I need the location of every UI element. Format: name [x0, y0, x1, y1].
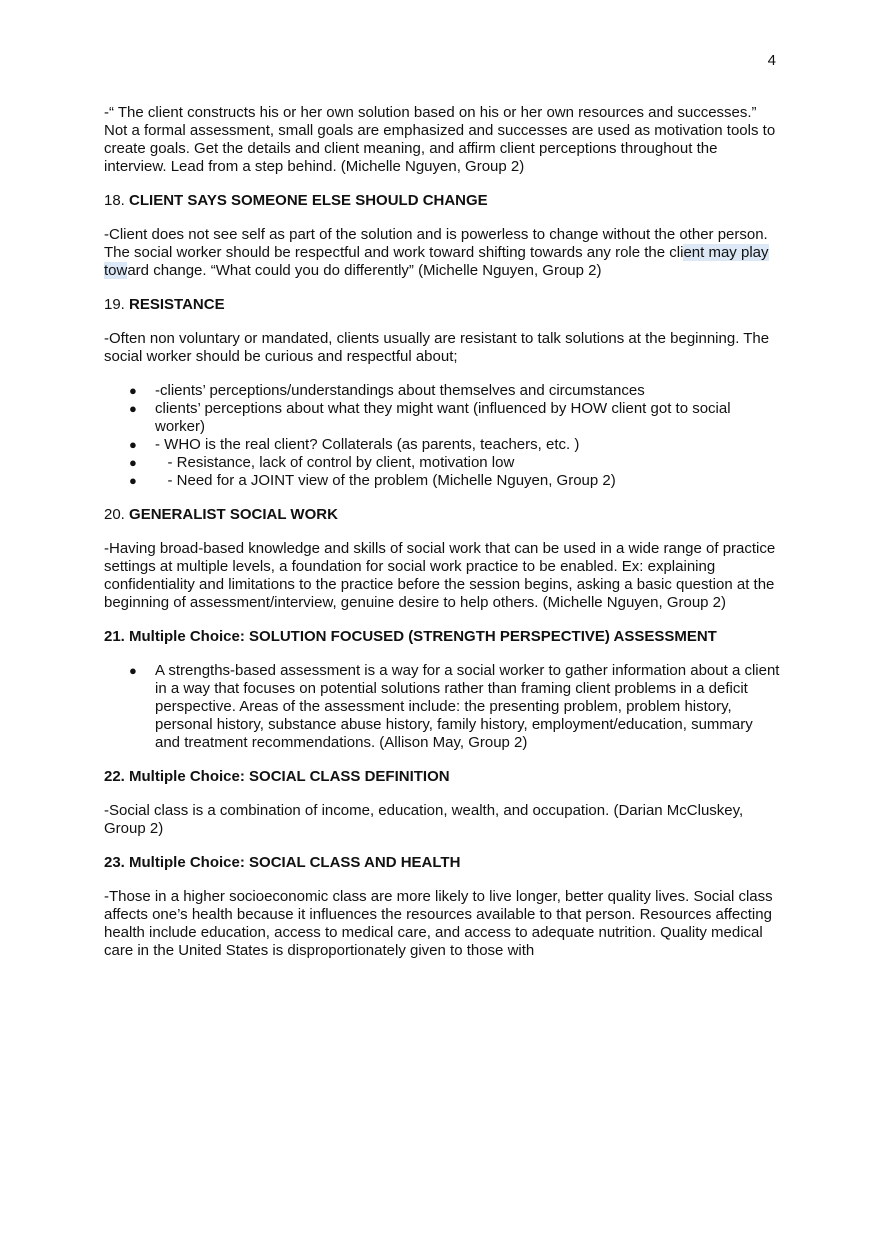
- list-item-text: clients’ perceptions about what they might want (influenced by HOW client got to social worker): [155, 400, 731, 435]
- section-21-heading: 21. Multiple Choice: SOLUTION FOCUSED (STRENGTH PERSPECTIVE) ASSESSMENT: [104, 628, 717, 645]
- section-18-heading: [104, 192, 780, 210]
- section-18-title: CLIENT SAYS SOMEONE ELSE SHOULD CHANGE: [129, 192, 488, 209]
- list-item: [104, 400, 780, 436]
- section-18-text-after: ard change. “What could you do differently” (Michelle Nguyen, Group 2): [127, 262, 602, 279]
- list-item: [104, 436, 780, 454]
- list-item-text: - Need for a JOINT view of the problem (Michelle Nguyen, Group 2): [155, 472, 616, 489]
- bullet-dot-icon: ●: [129, 383, 137, 398]
- bullet-dot-icon: ●: [129, 473, 137, 488]
- list-item-text: -clients’ perceptions/understandings about themselves and circumstances: [155, 382, 645, 399]
- section-20-paragraph: -Having broad-based knowledge and skills of social work that can be used in a wide range of practice settings at multiple levels, a foundation for social work practice to be enabled. Ex: explaining confidentiality and limitations to the practice before the session begins, asking a basic question at the beginning of assessment/interview, genuine desire to help others. (Michelle Nguyen, Group 2): [104, 540, 776, 611]
- list-item: [104, 662, 780, 752]
- list-item-text: - Resistance, lack of control by client, motivation low: [155, 454, 515, 471]
- section-22-heading: 22. Multiple Choice: SOCIAL CLASS DEFINITION: [104, 768, 450, 785]
- section-22-paragraph: -Social class is a combination of income, education, wealth, and occupation. (Darian McCluskey, Group 2): [104, 802, 744, 837]
- intro-paragraph: -“ The client constructs his or her own solution based on his or her own resources and successes.” Not a formal assessment, small goals are emphasized and successes are used as motivation tools to create goals. Get the details and client meaning, and affirm client perceptions throughout the interview. Lead from a step behind. (Michelle Nguyen, Group 2): [104, 104, 776, 175]
- list-item: [104, 382, 780, 400]
- section-18-number: 18.: [104, 192, 130, 209]
- section-19-heading: [104, 296, 780, 314]
- bullet-dot-icon: ●: [129, 455, 137, 470]
- list-item-text: - WHO is the real client? Collaterals (as parents, teachers, etc. ): [155, 436, 580, 453]
- list-item: [104, 454, 780, 472]
- section-20-title: GENERALIST SOCIAL WORK: [129, 506, 338, 523]
- page-number: 4: [767, 52, 776, 69]
- section-19-number: 19.: [104, 296, 130, 313]
- bullet-dot-icon: ●: [129, 437, 137, 452]
- list-item: [104, 472, 780, 490]
- list-item-text: A strengths-based assessment is a way for a social worker to gather information about a client in a way that focuses on potential solutions rather than framing client problems in a deficit perspective. Areas of the assessment include: the presenting problem, problem history, personal history, substance abuse history, family history, employment/education, summary and treatment recommendations. (Allison May, Group 2): [155, 662, 780, 751]
- section-20-number: 20.: [104, 506, 130, 523]
- selection-highlight: ent may play tow: [104, 244, 769, 279]
- section-19-paragraph: -Often non voluntary or mandated, clients usually are resistant to talk solutions at the beginning. The social worker should be curious and respectful about;: [104, 330, 770, 365]
- section-18-paragraph: [104, 226, 780, 280]
- section-21-bullet-list: [104, 662, 780, 752]
- bullet-dot-icon: ●: [129, 401, 137, 416]
- section-23-heading: 23. Multiple Choice: SOCIAL CLASS AND HEALTH: [104, 854, 461, 871]
- section-20-heading: [104, 506, 780, 524]
- section-23-paragraph: -Those in a higher socioeconomic class are more likely to live longer, better quality lives. Social class affects one’s health because it influences the resources available to that person. Resources affecting health include education, access to medical care, and access to adequate nutrition. Quality medical care in the United States is disproportionately given to those with: [104, 888, 773, 959]
- section-18-text-before: -Client does not see self as part of the solution and is powerless to change without the other person. The social worker should be respectful and work toward shifting towards any role the cli: [104, 226, 768, 261]
- section-19-bullet-list: [104, 382, 780, 490]
- bullet-dot-icon: ●: [129, 663, 137, 678]
- section-19-title: RESISTANCE: [129, 296, 225, 313]
- page-content: [104, 104, 780, 976]
